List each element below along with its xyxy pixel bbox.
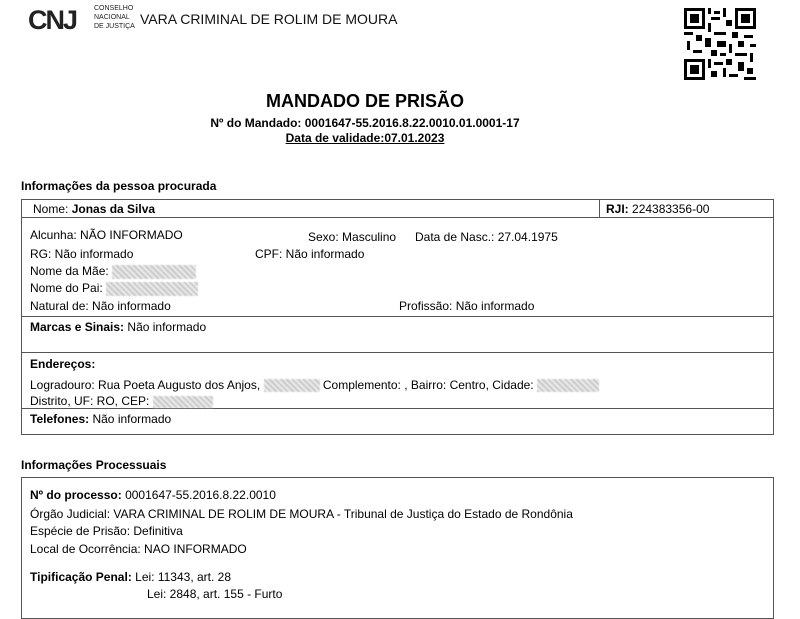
divider (21, 217, 774, 218)
cnj-logo (28, 5, 90, 35)
nome-mae (30, 264, 196, 279)
logo-caption-line: CONSELHO (94, 5, 134, 12)
telefones-value: Não informado (92, 412, 172, 426)
nome-label: Nome: (33, 202, 69, 216)
rg: RG: Não informado (30, 247, 134, 261)
complemento-text: Complemento: , Bairro: Centro, Cidade: (322, 378, 534, 392)
telefones (30, 412, 171, 426)
rji-label: RJI: (606, 202, 629, 216)
divider (21, 352, 774, 353)
distrito (30, 394, 213, 408)
divider (599, 199, 600, 217)
mandado-value: 0001647-55.2016.8.22.0010.01.0001-17 (304, 116, 520, 130)
numero-processo-label: Nº do processo: (30, 488, 122, 502)
logo-caption-line: DE JUSTIÇA (94, 23, 135, 30)
logradouro-text: Logradouro: Rua Poeta Augusto dos Anjos, (30, 378, 261, 392)
orgao-judicial: Órgão Judicial: VARA CRIMINAL DE ROLIM DE MOURA - Tribunal de Justiça do Estado de Rondônia (30, 507, 573, 521)
logo-letters: CNJ (28, 5, 77, 35)
section-title-pessoa: Informações da pessoa procurada (21, 179, 217, 193)
redacted-block (153, 396, 213, 408)
rji-field (606, 202, 709, 216)
nome-value: Jonas da Silva (71, 202, 156, 216)
mandado-label: Nº do Mandado: (210, 116, 302, 130)
sexo: Sexo: Masculino (308, 230, 397, 244)
naturalidade: Natural de: Não informado (30, 299, 171, 313)
redacted-block (537, 379, 599, 392)
marcas-value: Não informado (127, 320, 207, 334)
marcas-label: Marcas e Sinais: (30, 320, 125, 334)
tipificacao-penal (30, 570, 231, 584)
profissao: Profissão: Não informado (399, 299, 535, 313)
mandado-number (0, 116, 730, 130)
lei-2: Lei: 2848, art. 155 - Furto (147, 587, 283, 601)
telefones-label: Telefones: (30, 412, 90, 426)
local-ocorrencia: Local de Ocorrência: NAO INFORMADO (30, 542, 247, 556)
cpf: CPF: Não informado (255, 247, 365, 261)
distrito-text: Distrito, UF: RO, CEP: (30, 394, 150, 408)
numero-processo (30, 488, 276, 502)
marcas-sinais (30, 320, 206, 334)
redacted-block (106, 282, 198, 296)
logo-caption-line: NACIONAL (94, 14, 130, 21)
nome-mae-label: Nome da Mãe: (30, 264, 109, 278)
validade-label: Data de validade: (285, 131, 385, 145)
numero-processo-value: 0001647-55.2016.8.22.0010 (125, 488, 276, 502)
validade (0, 131, 730, 145)
lei-1: Lei: 11343, art. 28 (135, 570, 232, 584)
divider (21, 316, 774, 317)
court-name: VARA CRIMINAL DE ROLIM DE MOURA (140, 11, 398, 27)
alcunha: Alcunha: NÃO INFORMADO (30, 228, 183, 242)
enderecos-heading: Endereços: (30, 357, 96, 371)
data-nascimento: Data de Nasc.: 27.04.1975 (415, 230, 558, 244)
validade-value: 07.01.2023 (384, 131, 445, 145)
divider (21, 408, 774, 409)
tipificacao-label: Tipificação Penal: (30, 570, 132, 584)
redacted-block (264, 379, 320, 392)
nome-field (33, 202, 155, 216)
especie-prisao: Espécie de Prisão: Definitiva (30, 524, 183, 538)
document-title: MANDADO DE PRISÃO (265, 91, 464, 111)
redacted-block (112, 265, 196, 279)
enderecos-label (30, 357, 95, 371)
section-title-processo: Informações Processuais (21, 458, 167, 472)
rji-value: 224383356-00 (632, 202, 710, 216)
nome-pai (30, 281, 198, 296)
logradouro (30, 378, 599, 392)
qr-code-icon (684, 8, 756, 80)
nome-pai-label: Nome do Pai: (30, 281, 103, 295)
